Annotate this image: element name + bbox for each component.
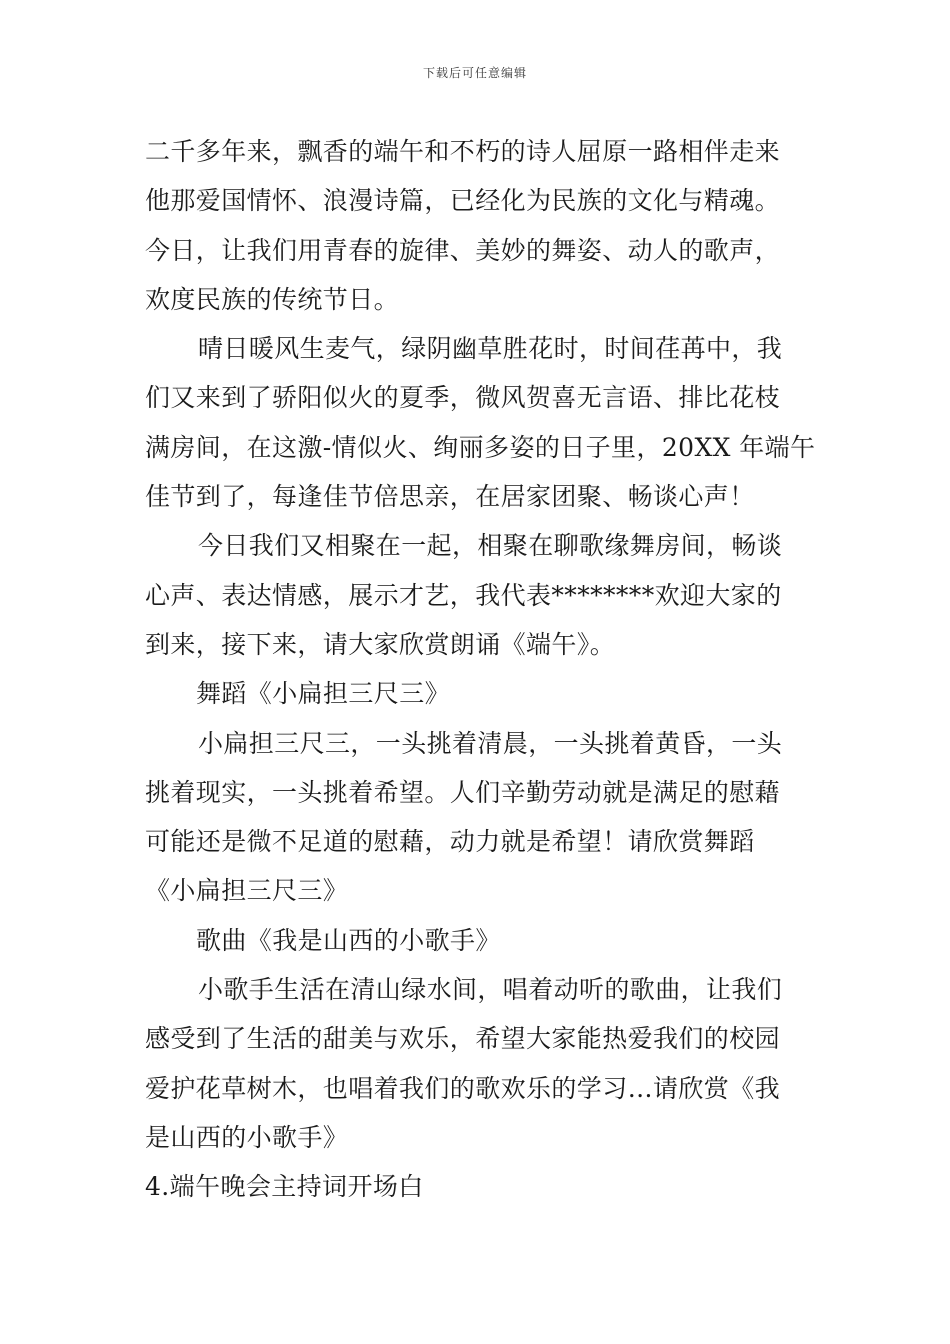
text-line: 他那爱国情怀、浪漫诗篇，已经化为民族的文化与精魂。 — [145, 186, 781, 216]
text-line: 满房间，在这激-情似火、绚丽多姿的日子里，20XX 年端午 — [145, 432, 816, 462]
text-line: 《小扁担三尺三》 — [145, 876, 349, 906]
text-line: 感受到了生活的甜美与欢乐，希望大家能热爱我们的校园 — [145, 1024, 781, 1054]
text-line: 小扁担三尺三，一头挑着清晨，一头挑着黄昏，一头 — [198, 728, 783, 758]
text-line: 二千多年来，飘香的端午和不朽的诗人屈原一路相伴走来 — [145, 137, 781, 166]
program-item-title: 舞蹈《小扁担三尺三》 — [196, 679, 451, 709]
text-line: 爱护花草树木，也唱着我们的歌欢乐的学习…请欣赏《我 — [145, 1073, 781, 1103]
program-item-title: 歌曲《我是山西的小歌手》 — [196, 925, 501, 955]
page-header: 下载后可任意编辑 — [422, 66, 527, 80]
text-line: 挑着现实，一头挑着希望。人们辛勤劳动就是满足的慰藉 — [145, 777, 781, 807]
text-line: 心声、表达情感，展示才艺，我代表********欢迎大家的 — [145, 580, 782, 610]
text-line: 可能还是微不足道的慰藉，动力就是希望！请欣赏舞蹈 — [145, 827, 755, 857]
section-heading: 4.端午晚会主持词开场白 — [145, 1172, 424, 1202]
text-line: 晴日暖风生麦气，绿阴幽草胜花时，时间荏苒中，我 — [198, 334, 783, 364]
text-line: 欢度民族的传统节日。 — [145, 284, 400, 314]
text-line: 小歌手生活在清山绿水间，唱着动听的歌曲，让我们 — [198, 975, 783, 1005]
document-body — [145, 127, 816, 1212]
text-line: 今日我们又相聚在一起，相聚在聊歌缘舞房间，畅谈 — [198, 531, 783, 561]
text-line: 佳节到了，每逢佳节倍思亲，在居家团聚、畅谈心声！ — [145, 482, 755, 512]
text-line: 今日，让我们用青春的旋律、美妙的舞姿、动人的歌声， — [145, 235, 781, 265]
text-line: 到来，接下来，请大家欣赏朗诵《端午》。 — [145, 629, 616, 659]
text-line: 是山西的小歌手》 — [145, 1122, 349, 1152]
text-line: 们又来到了骄阳似火的夏季，微风贺喜无言语、排比花枝 — [145, 383, 781, 413]
